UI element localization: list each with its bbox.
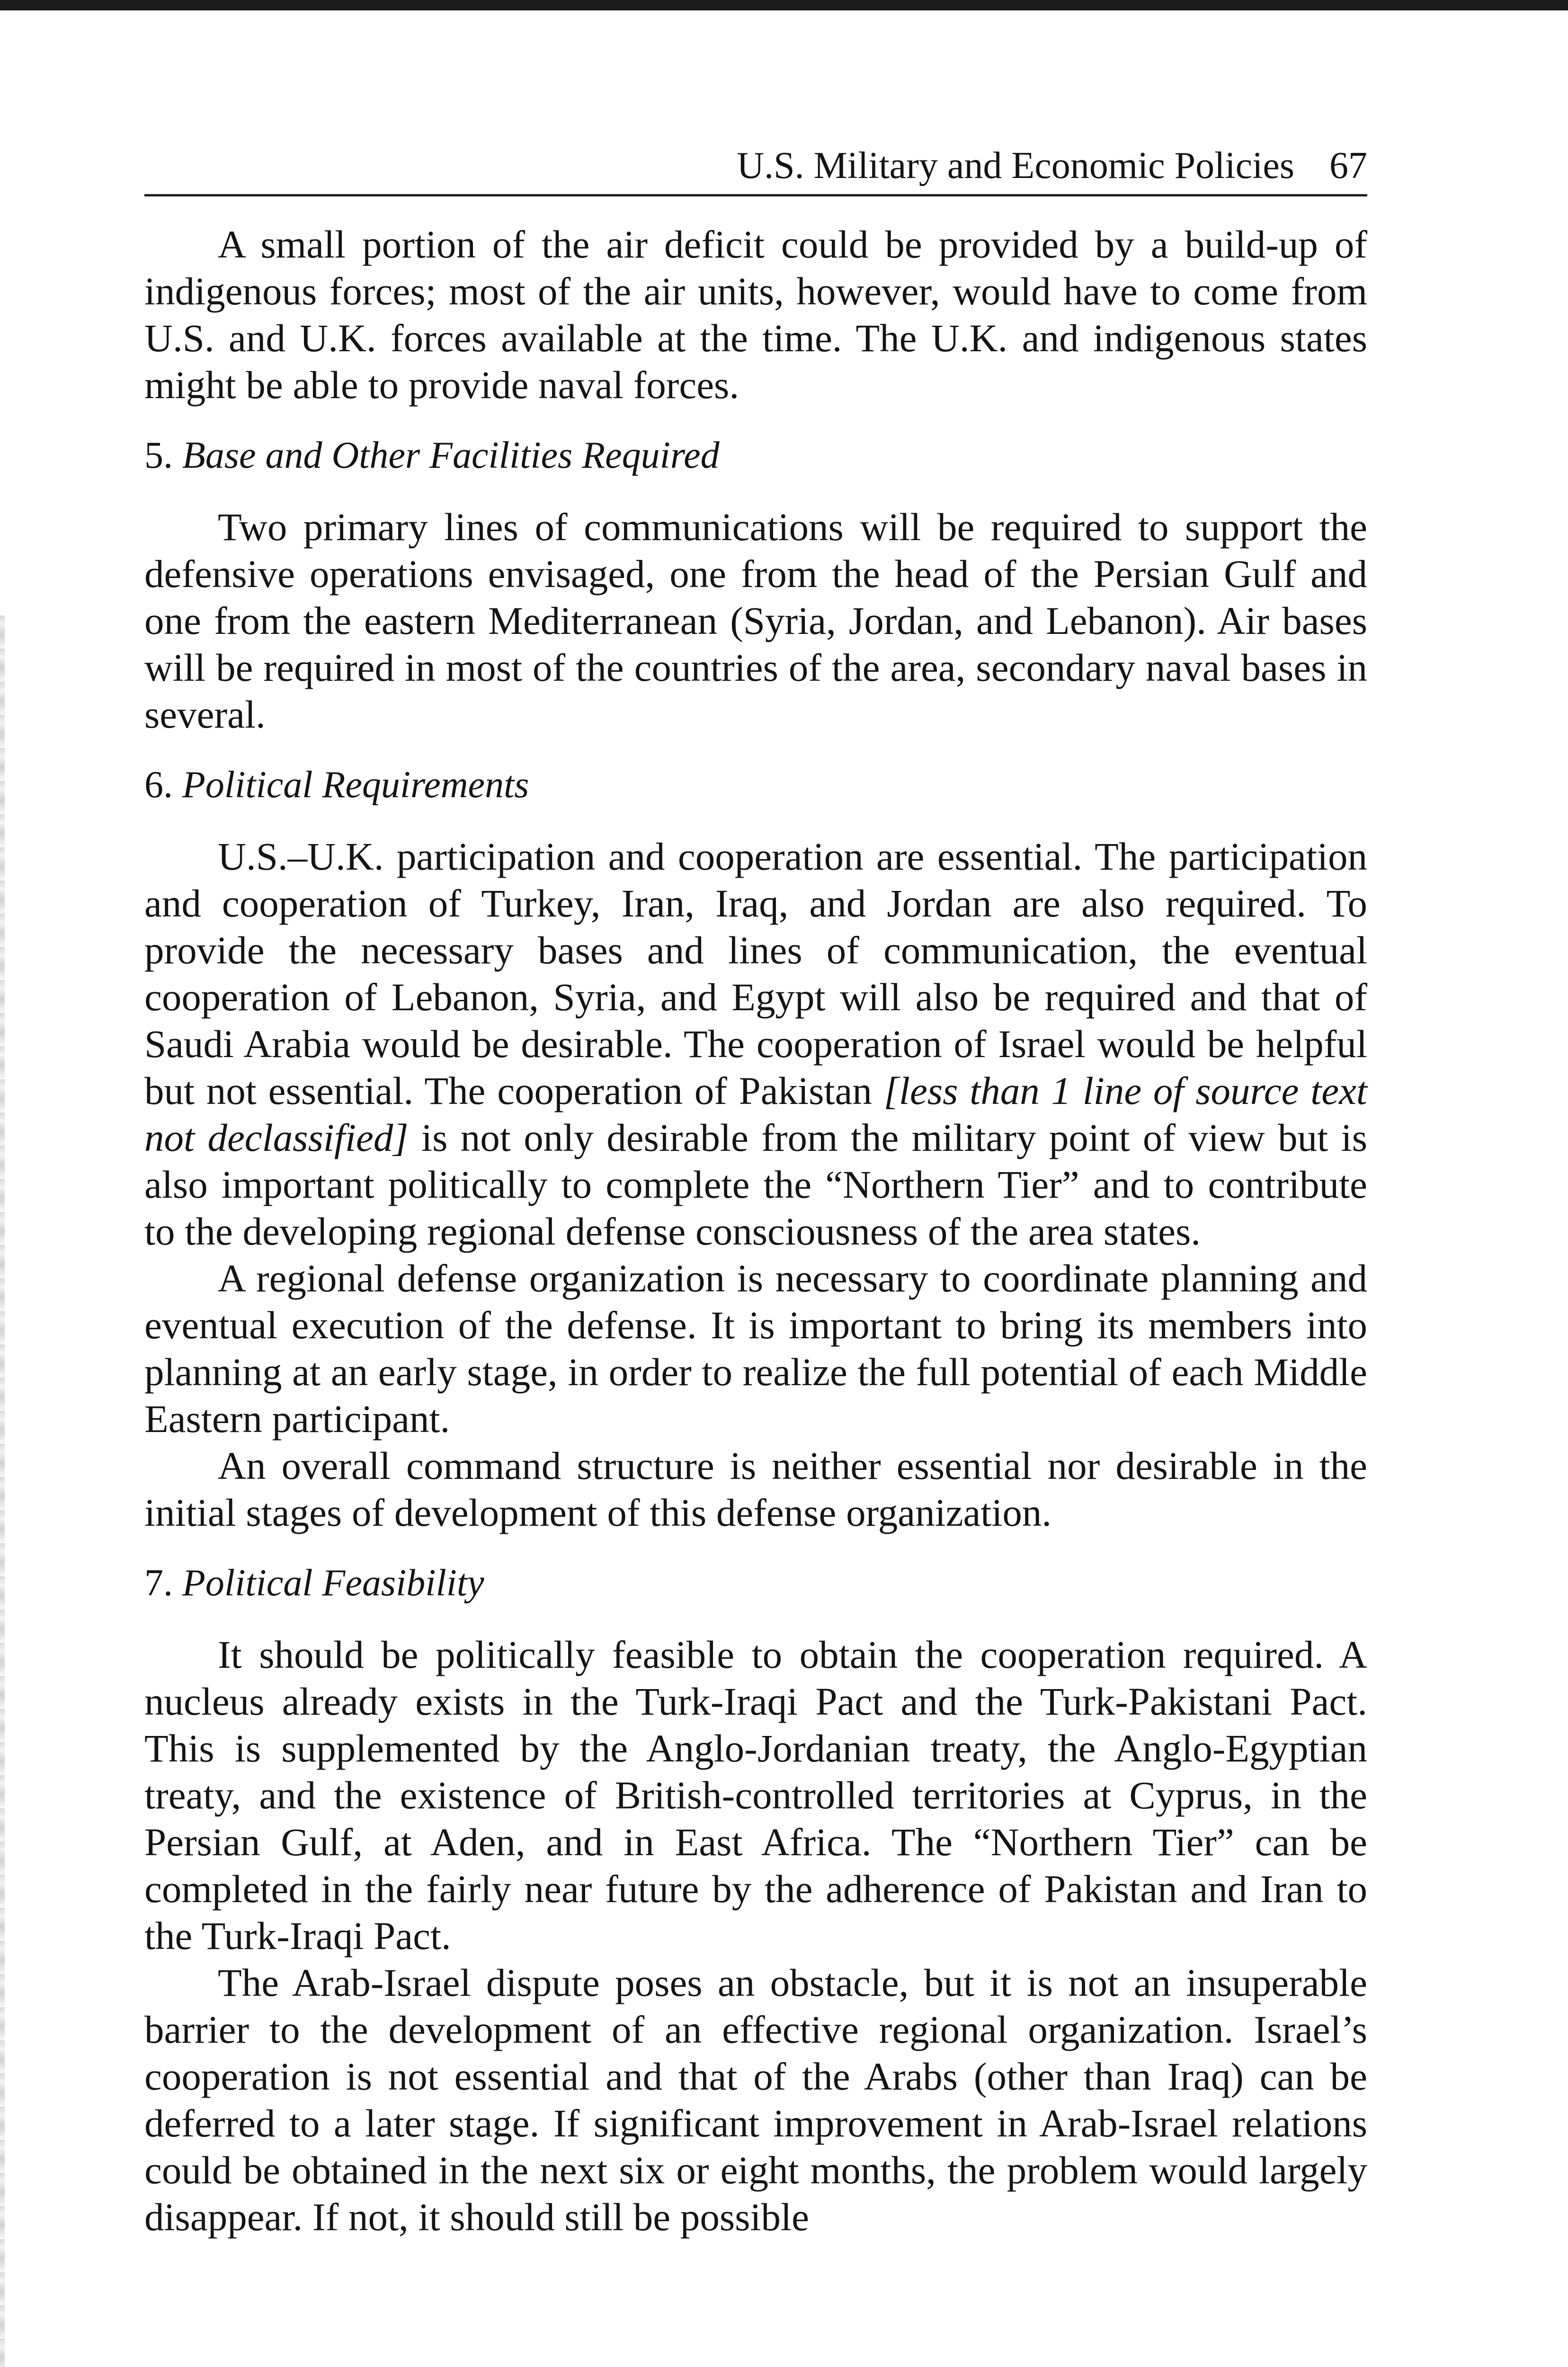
paragraph-political-requirements-1 [144, 833, 1367, 1255]
paragraph-political-feasibility-2: The Arab-Israel dispute poses an obstacle, but it is not an insuperable barrier to the development of an effective regional organization. Israel’s cooperation is not essential and that of the Arabs (other than Iraq) can be deferred to a later stage. If significant improvement in Arab-Israel relations could be obtained in the next six or eight months, the problem would largely disappear. If not, it should still be possible [144, 1961, 1367, 2239]
section-number-6: 6. [144, 764, 173, 806]
page-body [144, 221, 1367, 2241]
section-heading-7 [144, 1560, 1367, 1607]
paragraph-political-requirements-2: A regional defense organization is necessary to coordinate planning and eventual execution of the defense. It is important to bring its members into planning at an early stage, in order to realize the full potential of each Middle Eastern participant. [144, 1256, 1367, 1441]
paragraph-political-requirements-3: An overall command structure is neither essential nor desirable in the initial stages of development of this defense organization. [144, 1444, 1367, 1534]
running-header [144, 137, 1367, 196]
paragraph-intro: A small portion of the air deficit could be provided by a build-up of indigenous forces; most of the air units, however, would have to come from U.S. and U.K. forces available at the time. The U.K. and indigenous states might be able to provide naval forces. [144, 222, 1367, 407]
section-title-5: Base and Other Facilities Required [182, 435, 720, 476]
paragraph-political-feasibility-1: It should be politically feasible to obtain the cooperation required. A nucleus already exists in the Turk-Iraqi Pact and the Turk-Pakistani Pact. This is supplemented by the Anglo-Jordanian treaty, the Anglo-Egyptian treaty, and the existence of British-controlled territories at Cyprus, in the Persian Gulf, at Aden, and in East Africa. The “Northern Tier” can be completed in the fairly near future by the adherence of Pakistan and Iran to the Turk-Iraqi Pact. [144, 1633, 1367, 1958]
running-header-title: U.S. Military and Economic Policies [737, 145, 1294, 187]
section-number-5: 5. [144, 435, 173, 476]
paragraph-text-part-a: U.S.–U.K. participation and cooperation are essential. The participation and cooperation of Turkey, Iran, Iraq, and Jordan are also required. To provide the necessary bases and lines of communication, the eventual cooperation of Lebanon, Syria, and Egypt will also be required and that of Saudi Arabia would be desirable. The cooperation of Israel would be helpful but not essential. The cooperation of Pakistan [144, 835, 1367, 1112]
section-heading-5 [144, 432, 1367, 479]
section-title-7: Political Feasibility [182, 1562, 484, 1604]
section-title-6: Political Requirements [182, 764, 529, 806]
scan-binding-edge [0, 615, 5, 2367]
paragraph-text-part-b: is not only desirable from the military point of view but is also important politically to complete the “Northern Tier” and to contribute to the developing regional defense consciousness of the area states. [144, 1116, 1367, 1253]
book-page [144, 137, 1367, 2241]
scan-top-edge [0, 0, 1568, 10]
section-heading-6 [144, 762, 1367, 809]
section-number-7: 7. [144, 1562, 173, 1604]
paragraph-base-facilities: Two primary lines of communications will be required to support the defensive operations envisaged, one from the head of the Persian Gulf and one from the eastern Mediterranean (Syria, Jordan, and Lebanon). Air bases will be required in most of the countries of the area, secondary naval bases in several. [144, 505, 1367, 736]
declassification-note: [less than 1 line of source text not declassified] [144, 1069, 1367, 1159]
page-number: 67 [1329, 145, 1367, 187]
